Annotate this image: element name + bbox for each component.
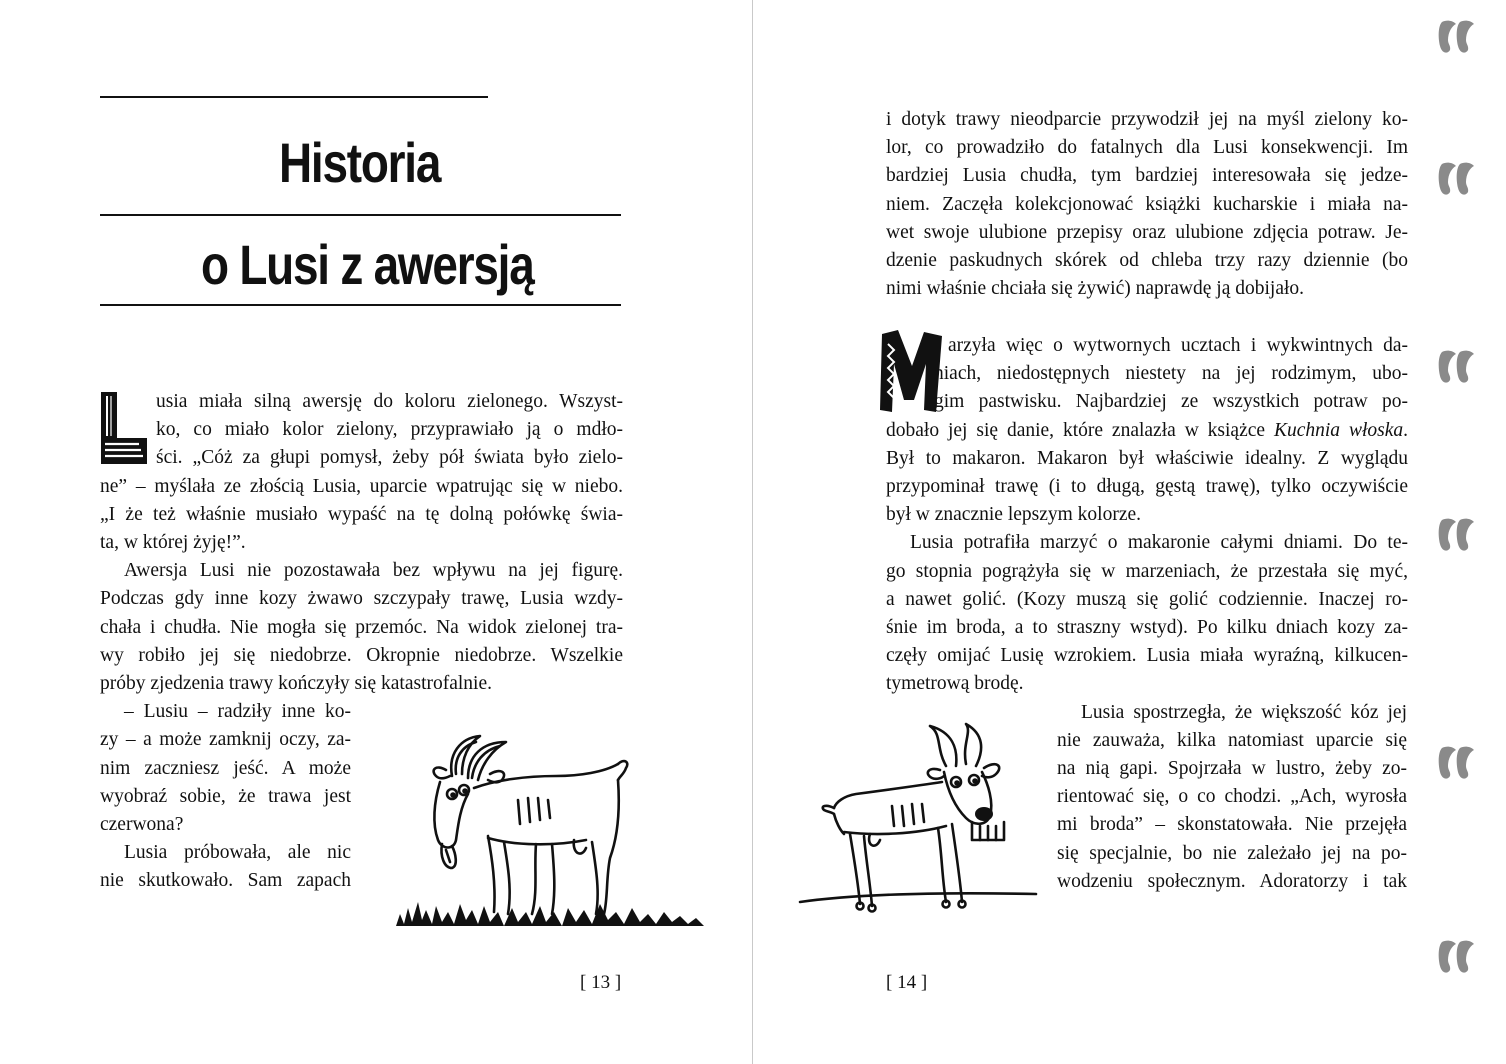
text-line: usia miała silną awersję do koloru zielonego. Wszyst- <box>156 391 623 412</box>
goat-illustration-bearded <box>796 722 1038 918</box>
text-line: nimi właśnie chciała się żywić) naprawdę ją dobijało. <box>886 278 1305 300</box>
book-title: Kuchnia włoska <box>1273 419 1404 441</box>
text-line: ści. „Cóż za głupi pomysł, żeby pół świata było zielo- <box>156 447 623 469</box>
text-line: śnie im broda, a to straszny wstyd). Po kilku dniach kozy za- <box>886 617 1408 638</box>
left-paragraph-3 <box>100 698 351 839</box>
text-line <box>886 417 1408 445</box>
text-line: niach, niedostępnych niestety na jej rodzimym, ubo- <box>934 363 1408 385</box>
text-span: . <box>1403 419 1408 441</box>
text-line: bardziej Lusia chudła, tym bardziej interesowała się jedze- <box>886 165 1408 187</box>
text-line: był w znacznie lepszym kolorze. <box>886 504 1142 526</box>
left-paragraph-1-cont <box>100 473 623 558</box>
text-line: częły omijać Lusię wzrokiem. Lusia miała wyraźną, kilkucen- <box>886 645 1408 667</box>
text-line: chała i chudła. Nie mogła się przemóc. Na widok zielonej tra- <box>100 616 623 638</box>
left-paragraph-2 <box>100 557 623 698</box>
double-quote-thumb-icon <box>1438 940 1478 980</box>
text-line: się specjalnie, bo nie zależało jej na po- <box>1057 842 1407 864</box>
text-line: nim zaczniesz jeść. A może <box>100 757 351 779</box>
text-line: ne” – myślała ze złością Lusia, uparcie wpatrując się w niebo. <box>100 475 623 497</box>
text-line: dzenie paskudnych skórek od chleba trzy razy dziennie (bo <box>886 250 1408 272</box>
right-paragraph-4 <box>1057 699 1407 896</box>
chapter-title-line2: o Lusi z awersją <box>201 233 534 296</box>
text-line: a nawet golić. (Kozy muszą się golić codziennie. Inaczej ro- <box>886 588 1408 610</box>
left-paragraph-4 <box>100 839 351 895</box>
text-line: nie zauważa, kilka natomiast uparcie się <box>1057 729 1407 751</box>
text-line: ta, w której żyję!”. <box>100 532 246 553</box>
page-number-left: [ 13 ] <box>580 972 622 993</box>
right-paragraph-3 <box>886 529 1408 698</box>
text-span: dobało jej się danie, które znalazła w książce <box>886 419 1274 441</box>
text-line: wyobraź sobie, że trawa jest <box>100 785 351 807</box>
text-line: wet swoje ulubione przepisy oraz ulubione zdjęcia potraw. Je- <box>886 221 1408 243</box>
text-line: czerwona? <box>100 814 184 835</box>
right-paragraph-2 <box>934 332 1408 417</box>
text-line: Lusia próbowała, ale nic <box>124 842 351 864</box>
double-quote-thumb-icon <box>1438 162 1478 202</box>
dropcap-l-ornament <box>99 392 149 466</box>
title-rule-top <box>100 96 488 98</box>
text-line: Podczas gdy inne kozy żwawo szczypały trawę, Lusia wzdy- <box>100 588 623 610</box>
goat-illustration-grazing <box>396 728 704 928</box>
text-line: zy – a może zamknij oczy, za- <box>100 729 351 751</box>
text-line: Był to makaron. Makaron był właściwie idealny. Z wyglądu <box>886 447 1408 469</box>
text-line: i dotyk trawy nieodparcie przywodził jej na myśl zielony ko- <box>886 109 1408 130</box>
text-line: mi broda” – skonstatowała. Nie przejęła <box>1057 814 1407 836</box>
double-quote-thumb-icon <box>1438 350 1478 390</box>
text-line: lor, co prowadziło do fatalnych dla Lusi konsekwencji. Im <box>886 137 1408 159</box>
text-line: go stopnia pogrążyła się w marzeniach, że przestała się myć, <box>886 560 1408 582</box>
text-line: Awersja Lusi nie pozostawała bez wpływu na jej figurę. <box>124 560 623 582</box>
text-line: ko, co miało kolor zielony, przyprawiało ją o mdło- <box>156 419 623 441</box>
text-line: tymetrową brodę. <box>886 673 1024 695</box>
text-line: Lusia spostrzegła, że większość kóz jej <box>1081 701 1407 723</box>
text-line: wy robiło jej się niedobrze. Okropnie niedobrze. Wszelkie <box>100 644 623 666</box>
chapter-title-line1: Historia <box>279 131 441 194</box>
text-line: wodzeniu społecznym. Adoratorzy i tak <box>1057 870 1407 892</box>
left-paragraph-1 <box>156 388 623 473</box>
text-line: próby zjedzenia trawy kończyły się katastrofalnie. <box>100 673 493 694</box>
text-line: arzyła więc o wytwornych ucztach i wykwintnych da- <box>948 335 1408 356</box>
right-paragraph-1 <box>886 106 1408 303</box>
text-line: niem. Zaczęła kolekcjonować książki kucharskie i miała na- <box>886 193 1408 215</box>
text-line: rientować się, o co chodzi. „Ach, wyrosła <box>1057 786 1407 808</box>
text-line: „I że też właśnie musiało wypaść na tę dolną połówkę świa- <box>100 503 623 525</box>
text-line: Lusia potrafiła marzyć o makaronie całymi dniami. Do te- <box>910 532 1408 554</box>
book-spine <box>752 0 753 1064</box>
text-line: gim pastwisku. Najbardziej ze wszystkich potraw po- <box>934 391 1408 413</box>
text-line: nie skutkowało. Sam zapach <box>100 870 351 892</box>
title-rule-bottom <box>100 304 621 306</box>
double-quote-thumb-icon <box>1438 746 1478 786</box>
page-number-right: [ 14 ] <box>886 972 928 993</box>
text-line: przypominał trawę (i to długą, gęstą trawę), tylko oczywiście <box>886 476 1408 497</box>
text-line: na nią gapi. Spojrzała w lustro, żeby zo- <box>1057 758 1407 779</box>
double-quote-thumb-icon <box>1438 518 1478 558</box>
text-line: – Lusiu – radziły inne ko- <box>124 701 351 723</box>
title-rule-middle <box>100 214 621 216</box>
double-quote-thumb-icon <box>1438 20 1478 60</box>
right-paragraph-2-cont <box>886 417 1408 530</box>
